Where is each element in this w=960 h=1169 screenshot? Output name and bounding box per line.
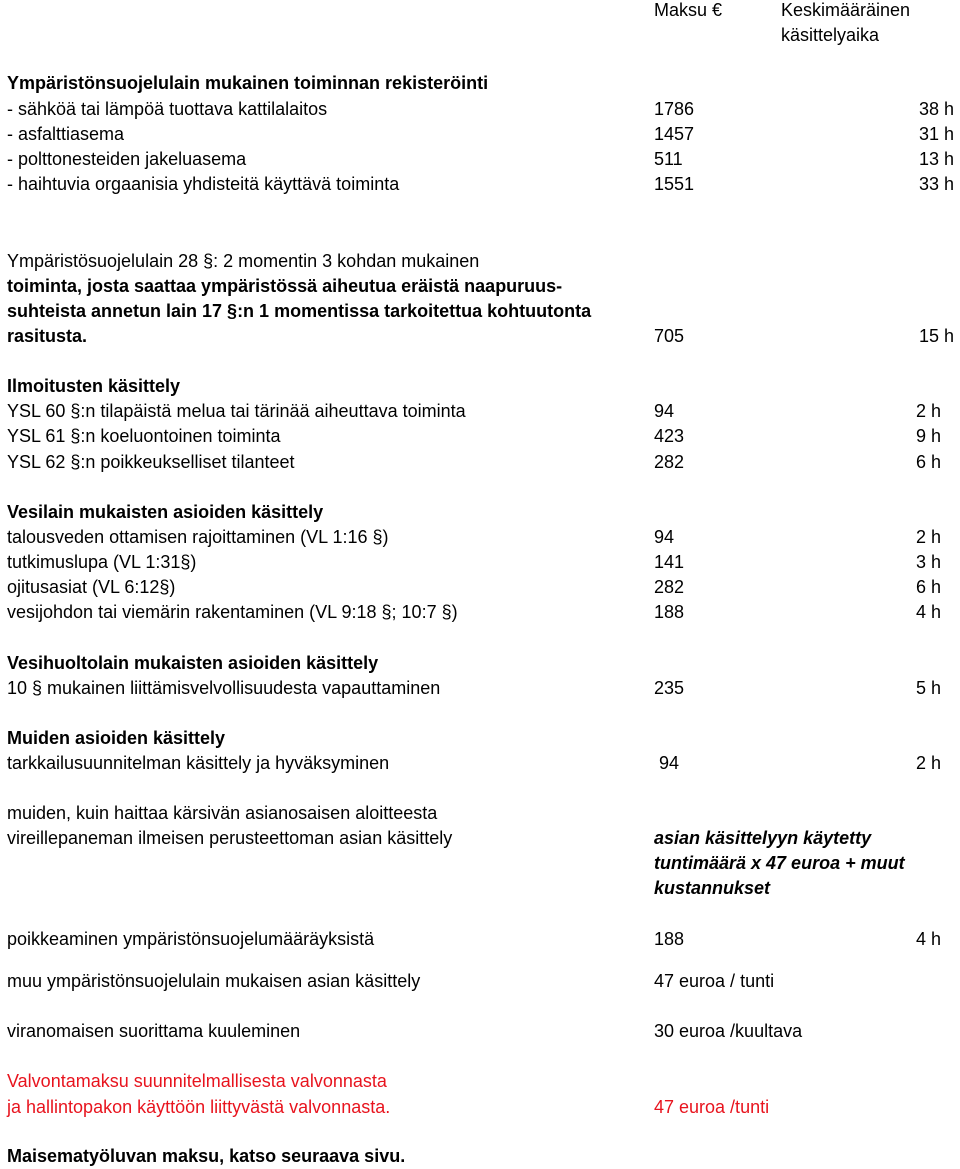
water-act-row-fee: 282 <box>654 577 685 597</box>
water-act-row-label: tutkimuslupa (VL 1:31§) <box>7 552 197 572</box>
unfounded-fee-line3: kustannukset <box>654 878 771 898</box>
deviation-label: poikkeaminen ympäristönsuojelumääräyksistä <box>7 929 375 949</box>
hearing-label: viranomaisen suorittama kuuleminen <box>7 1021 301 1041</box>
notification-row-time: 9 h <box>915 426 941 446</box>
water-act-row-label: ojitusasiat (VL 6:12§) <box>7 577 176 597</box>
misc-label: muu ympäristönsuojelulain mukaisen asian käsittely <box>7 971 421 991</box>
water-services-row-label: 10 § mukainen liittämisvelvollisuudesta vapauttaminen <box>7 678 441 698</box>
notification-row-fee: 423 <box>654 426 685 446</box>
section28-fee: 705 <box>654 326 685 346</box>
section28-line2: toiminta, josta saattaa ympäristössä aiheutua eräistä naapuruus- <box>7 276 563 296</box>
landscape-permit-note: Maisematyöluvan maksu, katso seuraava sivu. <box>7 1146 406 1166</box>
water-services-heading: Vesihuoltolain mukaisten asioiden käsittely <box>7 653 379 673</box>
deviation-fee: 188 <box>654 929 685 949</box>
deviation-time: 4 h <box>915 929 941 949</box>
other-row-fee: 94 <box>659 753 680 773</box>
notification-row-fee: 94 <box>654 401 675 421</box>
water-act-row-label: vesijohdon tai viemärin rakentaminen (VL 9:18 §; 10:7 §) <box>7 602 458 622</box>
registration-row-fee: 1786 <box>654 99 695 119</box>
registration-row-time: 13 h <box>918 149 954 169</box>
section28-time: 15 h <box>918 326 954 346</box>
notification-row-label: YSL 62 §:n poikkeukselliset tilanteet <box>7 452 295 472</box>
water-act-row-fee: 94 <box>654 527 675 547</box>
water-services-row-fee: 235 <box>654 678 685 698</box>
time-column-header-line1: Keskimääräinen <box>781 0 911 20</box>
water-act-row-time: 4 h <box>915 602 941 622</box>
registration-row-label: - polttonesteiden jakeluasema <box>7 149 247 169</box>
other-row-label: tarkkailusuunnitelman käsittely ja hyväksyminen <box>7 753 390 773</box>
water-act-row-fee: 188 <box>654 602 685 622</box>
supervision-line2: ja hallintopakon käyttöön liittyvästä valvonnasta. <box>7 1097 391 1117</box>
fee-column-header: Maksu € <box>654 0 723 20</box>
notification-row-time: 2 h <box>915 401 941 421</box>
water-act-row-label: talousveden ottamisen rajoittaminen (VL 1:16 §) <box>7 527 389 547</box>
registration-row-time: 31 h <box>918 124 954 144</box>
other-row-time: 2 h <box>915 753 941 773</box>
water-services-row-time: 5 h <box>915 678 941 698</box>
registration-row-fee: 1551 <box>654 174 695 194</box>
other-heading: Muiden asioiden käsittely <box>7 728 226 748</box>
unfounded-fee-line1: asian käsittelyyn käytetty <box>654 828 872 848</box>
unfounded-fee-line2: tuntimäärä x 47 euroa + muut <box>654 853 905 873</box>
unfounded-line1: muiden, kuin haittaa kärsivän asianosaisen aloitteesta <box>7 803 438 823</box>
registration-row-time: 33 h <box>918 174 954 194</box>
section28-line4: rasitusta. <box>7 326 88 346</box>
misc-fee: 47 euroa / tunti <box>654 971 775 991</box>
supervision-fee: 47 euroa /tunti <box>654 1097 770 1117</box>
water-act-row-time: 3 h <box>915 552 941 572</box>
registration-row-label: - sähköä tai lämpöä tuottava kattilalaitos <box>7 99 328 119</box>
notification-row-label: YSL 60 §:n tilapäistä melua tai tärinää aiheuttava toiminta <box>7 401 466 421</box>
water-act-row-time: 6 h <box>915 577 941 597</box>
time-column-header-line2: käsittelyaika <box>781 25 880 45</box>
water-act-heading: Vesilain mukaisten asioiden käsittely <box>7 502 324 522</box>
registration-heading: Ympäristönsuojelulain mukainen toiminnan rekisteröinti <box>7 73 489 93</box>
water-act-row-fee: 141 <box>654 552 685 572</box>
supervision-line1: Valvontamaksu suunnitelmallisesta valvonnasta <box>7 1071 387 1091</box>
registration-row-label: - haihtuvia orgaanisia yhdisteitä käyttävä toiminta <box>7 174 400 194</box>
registration-row-fee: 511 <box>654 149 683 169</box>
notification-row-fee: 282 <box>654 452 685 472</box>
unfounded-line2: vireillepaneman ilmeisen perusteettoman asian käsittely <box>7 828 453 848</box>
notification-row-time: 6 h <box>915 452 941 472</box>
section28-line1: Ympäristösuojelulain 28 §: 2 momentin 3 kohdan mukainen <box>7 251 480 271</box>
water-act-row-time: 2 h <box>915 527 941 547</box>
registration-row-fee: 1457 <box>654 124 695 144</box>
registration-row-label: - asfalttiasema <box>7 124 125 144</box>
hearing-fee: 30 euroa /kuultava <box>654 1021 803 1041</box>
notification-row-label: YSL 61 §:n koeluontoinen toiminta <box>7 426 281 446</box>
notifications-heading: Ilmoitusten käsittely <box>7 376 181 396</box>
registration-row-time: 38 h <box>918 99 954 119</box>
section28-line3: suhteista annetun lain 17 §:n 1 momentissa tarkoitettua kohtuutonta <box>7 301 592 321</box>
